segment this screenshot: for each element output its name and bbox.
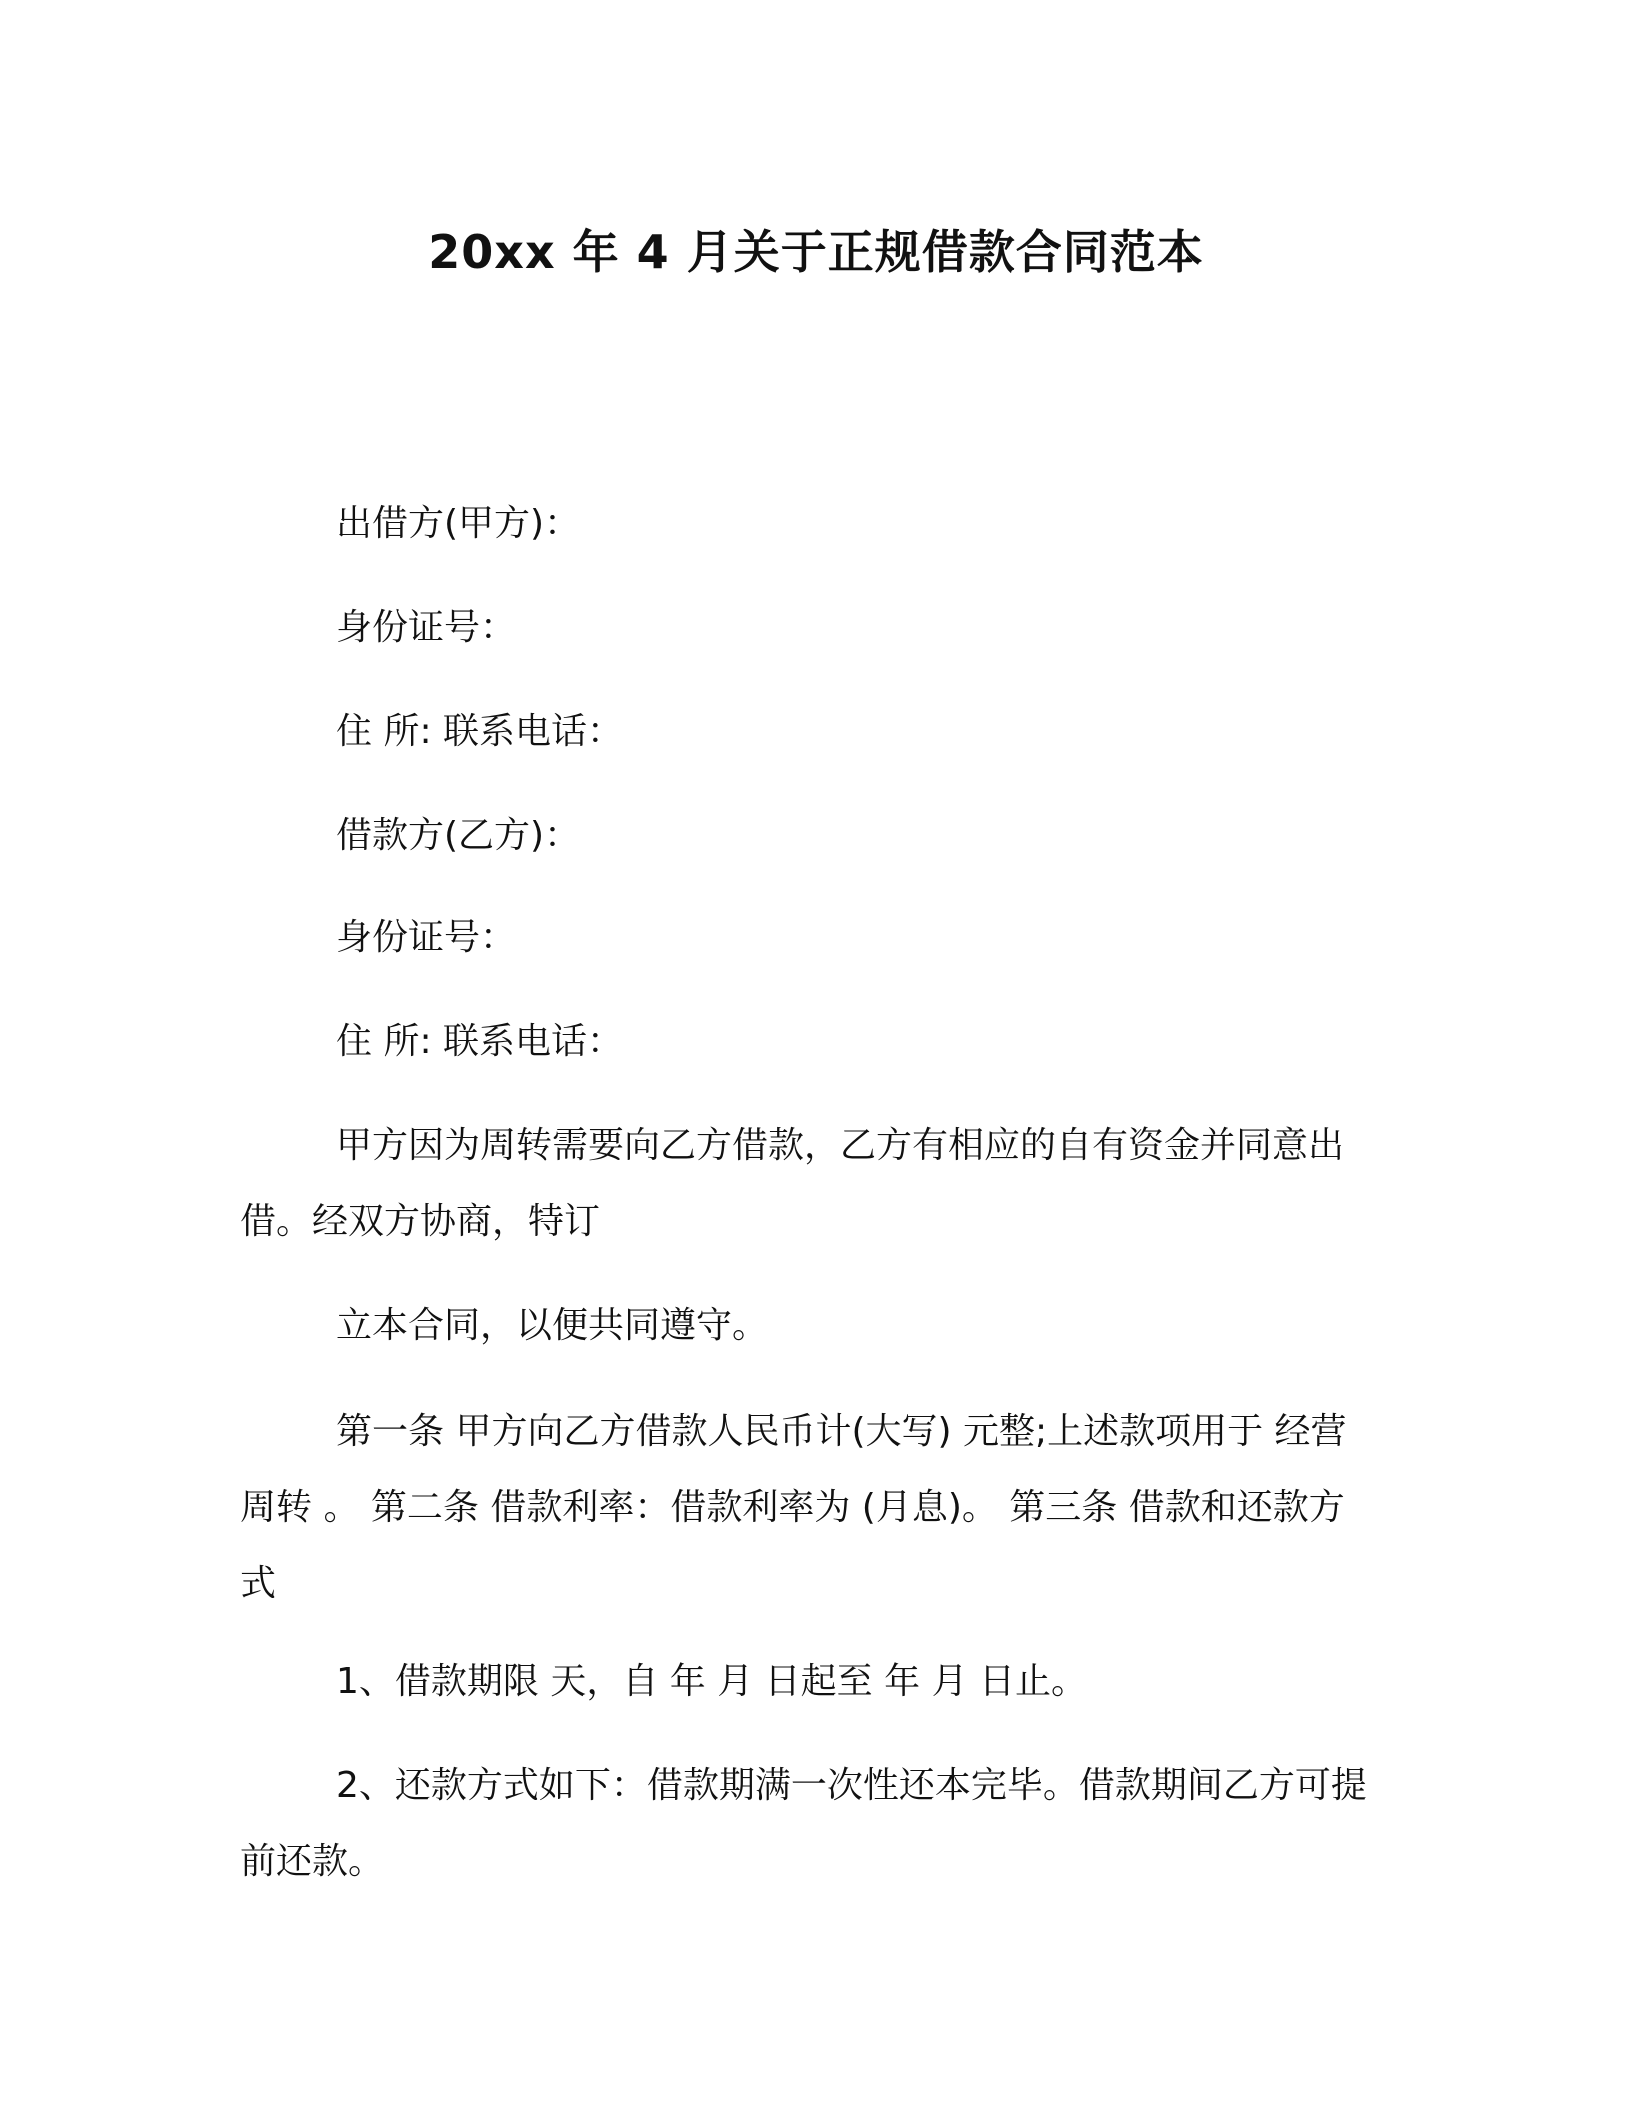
borrower-address-phone-line: 住 所: 联系电话：	[336, 1021, 624, 1062]
purpose-paragraph: 甲方因为周转需要向乙方借款，乙方有相应的自有资金并同意出借。经双方协商，特订	[240, 1125, 1345, 1242]
lender-address-phone-line: 住 所: 联系电话：	[336, 711, 624, 752]
agreement-paragraph: 立本合同，以便共同遵守。	[336, 1305, 769, 1346]
article-paragraph: 第一条 甲方向乙方借款人民币计(大写) 元整;上述款项用于 经营周转 。 第二条 借款利率：借款利率为 (月息)。 第三条 借款和还款方式	[240, 1411, 1347, 1604]
repayment-paragraph: 2、还款方式如下：借款期满一次性还本完毕。借款期间乙方可提前还款。	[240, 1765, 1367, 1882]
borrower-id-line: 身份证号：	[336, 917, 517, 958]
lender-party-line: 出借方(甲方)：	[336, 503, 581, 544]
lender-id-line: 身份证号：	[336, 607, 517, 648]
borrower-party-line: 借款方(乙方)：	[336, 815, 581, 856]
loan-term-paragraph: 1、借款期限 天，自 年 月 日起至 年 月 日止。	[336, 1661, 1088, 1702]
document-title: 20xx 年 4 月关于正规借款合同范本	[428, 225, 1204, 279]
